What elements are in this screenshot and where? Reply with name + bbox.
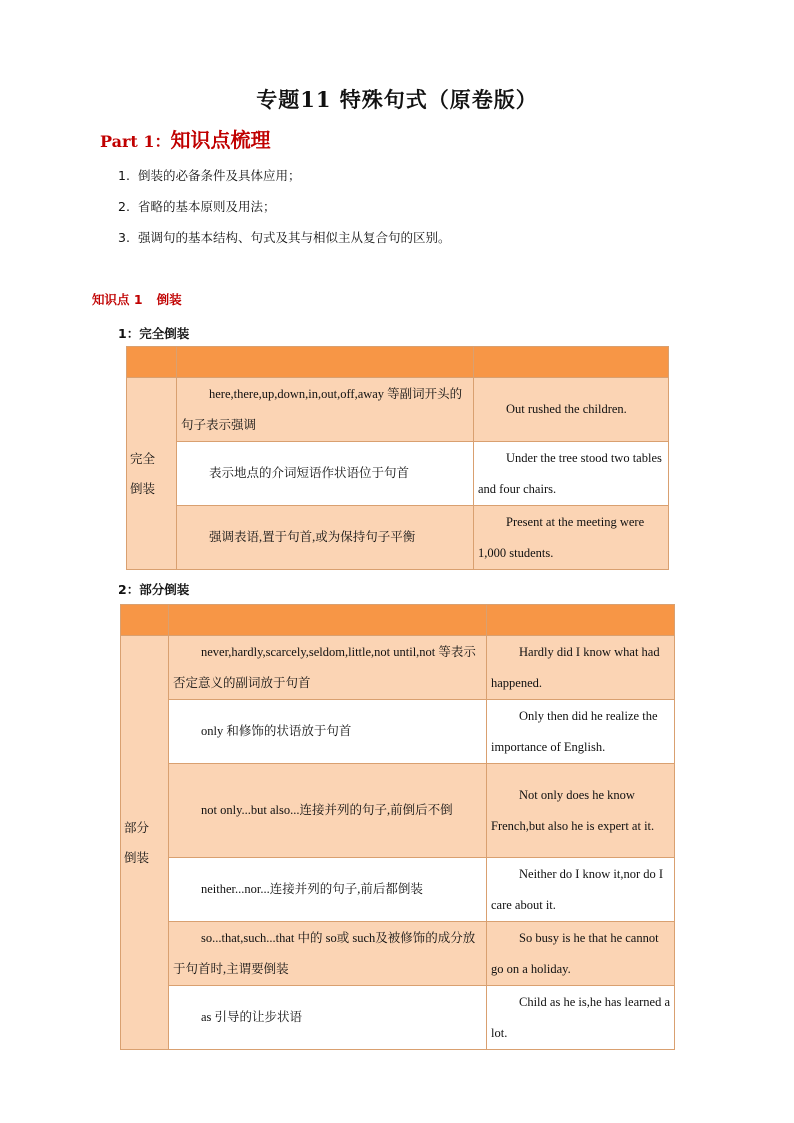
table-row [121,636,675,700]
table-row [121,700,675,764]
list-item [118,197,451,228]
rule-cell: not only...but also...连接并列的句子,前倒后不倒 [169,764,487,858]
table-row [121,858,675,922]
list-item [118,228,451,259]
category-cell: 部分 倒装 [121,636,169,1050]
list-item [118,166,451,197]
rule-cell: as 引导的让步状语 [169,986,487,1050]
list-item-number: 2. [118,199,130,214]
example-cell: So busy is he that he cannot go on a holiday. [487,922,675,986]
partial-inversion-table [120,604,675,1050]
section1-heading: 1：完全倒装 [118,326,190,341]
rule-cell: neither...nor...连接并列的句子,前后都倒装 [169,858,487,922]
rule-cell: only 和修饰的状语放于句首 [169,700,487,764]
part-label: 知识点梳理 [170,128,271,152]
list-item-text: 倒装的必备条件及具体应用； [138,168,301,183]
rule-cell: never,hardly,scarcely,seldom,little,not until,not 等表示否定意义的副词放于句首 [169,636,487,700]
knowledge-point-label: 知识点 1 [92,292,143,307]
example-cell: Neither do I know it,nor do I care about it. [487,858,675,922]
table-row [127,378,669,442]
example-cell: Not only does he know French,but also he is expert at it. [487,764,675,858]
table-row [121,764,675,858]
part-prefix: Part 1： [100,132,171,151]
page-title: 专题11 特殊句式（原卷版） [256,87,538,112]
example-cell: Only then did he realize the importance of English. [487,700,675,764]
example-cell: Child as he is,he has learned a lot. [487,986,675,1050]
list-item-text: 省略的基本原则及用法； [138,199,276,214]
table-header-row [121,605,675,636]
table-row [127,442,669,506]
part-heading [100,124,271,153]
table-row [127,506,669,570]
knowledge-point-heading [92,290,182,308]
rule-cell: so...that,such...that 中的 so或 such及被修饰的成分放于句首时,主谓要倒装 [169,922,487,986]
example-cell: Hardly did I know what had happened. [487,636,675,700]
full-inversion-table [126,346,669,570]
rule-cell: 强调表语,置于句首,或为保持句子平衡 [177,506,474,570]
list-item-number: 3. [118,230,130,245]
table-header-row [127,347,669,378]
knowledge-point-topic: 倒装 [156,292,182,307]
list-item-number: 1. [118,168,130,183]
example-cell: Under the tree stood two tables and four chairs. [474,442,669,506]
list-item-text: 强调句的基本结构、句式及其与相似主从复合句的区别。 [138,230,451,245]
table-row [121,922,675,986]
table-row [121,986,675,1050]
example-cell: Present at the meeting were 1,000 students. [474,506,669,570]
section2-heading: 2：部分倒装 [118,582,190,597]
objectives-list [118,166,451,259]
rule-cell: 表示地点的介词短语作状语位于句首 [177,442,474,506]
category-cell: 完全 倒装 [127,378,177,570]
example-cell: Out rushed the children. [474,378,669,442]
rule-cell: here,there,up,down,in,out,off,away 等副词开头的句子表示强调 [177,378,474,442]
